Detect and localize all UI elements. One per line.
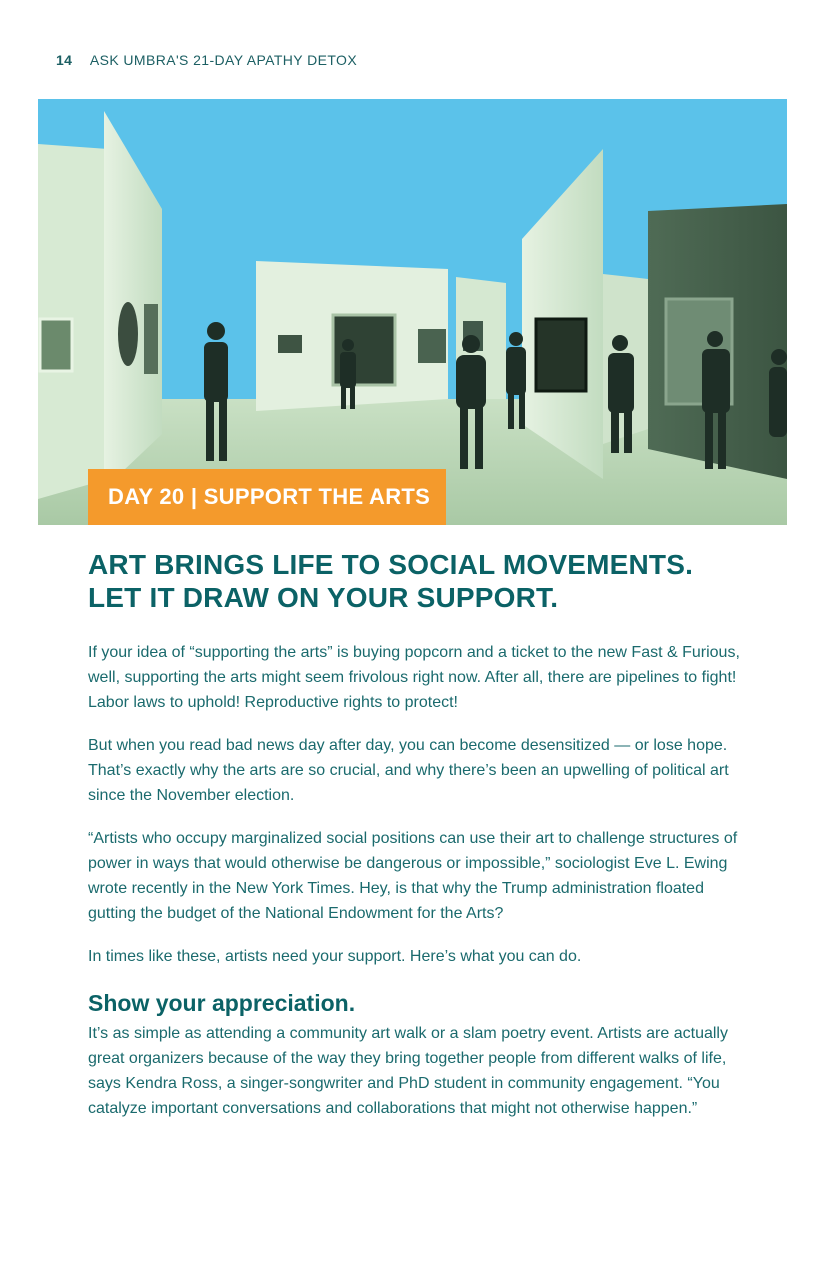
paragraph: If your idea of “supporting the arts” is buying popcorn and a ticket to the new Fast & Furious, well, supporting the arts might seem frivolous right now. After all, there are pipelines to fight! Labor laws to uphold! Reproductive rights to protect! <box>88 644 740 711</box>
headline-line-2: LET IT DRAW ON YOUR SUPPORT. <box>88 582 559 613</box>
section-paragraph: It’s as simple as attending a community art walk or a slam poetry event. Artists are actually great organizers because of the way they bring together people from different walks of life, says Kendra Ross, a singer-songwriter and PhD student in community engagement. “You catalyze important conversations and collaborations that might not otherwise happen.” <box>88 1025 728 1117</box>
paragraph: But when you read bad news day after day, you can become desensitized — or lose hope. That’s exactly why the arts are so crucial, and why there’s been an upwelling of political art since the November election. <box>88 737 729 804</box>
hero-image <box>38 99 787 525</box>
publication-title: ASK UMBRA'S 21-DAY APATHY DETOX <box>89 52 358 68</box>
running-header <box>56 52 357 68</box>
article-body <box>88 548 748 1139</box>
paragraph: “Artists who occupy marginalized social positions can use their art to challenge structures of power in ways that would otherwise be dangerous or impossible,” sociologist Eve L. Ewing wrote recently in the New York Times. Hey, is that why the Trump administration floated gutting the budget of the National Endowment for the Arts? <box>88 830 738 922</box>
headline-line-1: ART BRINGS LIFE TO SOCIAL MOVEMENTS. <box>88 549 694 580</box>
page-number: 14 <box>56 52 73 68</box>
paragraph: In times like these, artists need your support. Here’s what you can do. <box>88 948 582 965</box>
art-gallery-photo-icon <box>38 99 787 525</box>
article-headline <box>88 548 748 614</box>
day-banner: DAY 20 | SUPPORT THE ARTS <box>88 469 446 525</box>
section-heading: Show your appreciation. <box>88 990 356 1016</box>
